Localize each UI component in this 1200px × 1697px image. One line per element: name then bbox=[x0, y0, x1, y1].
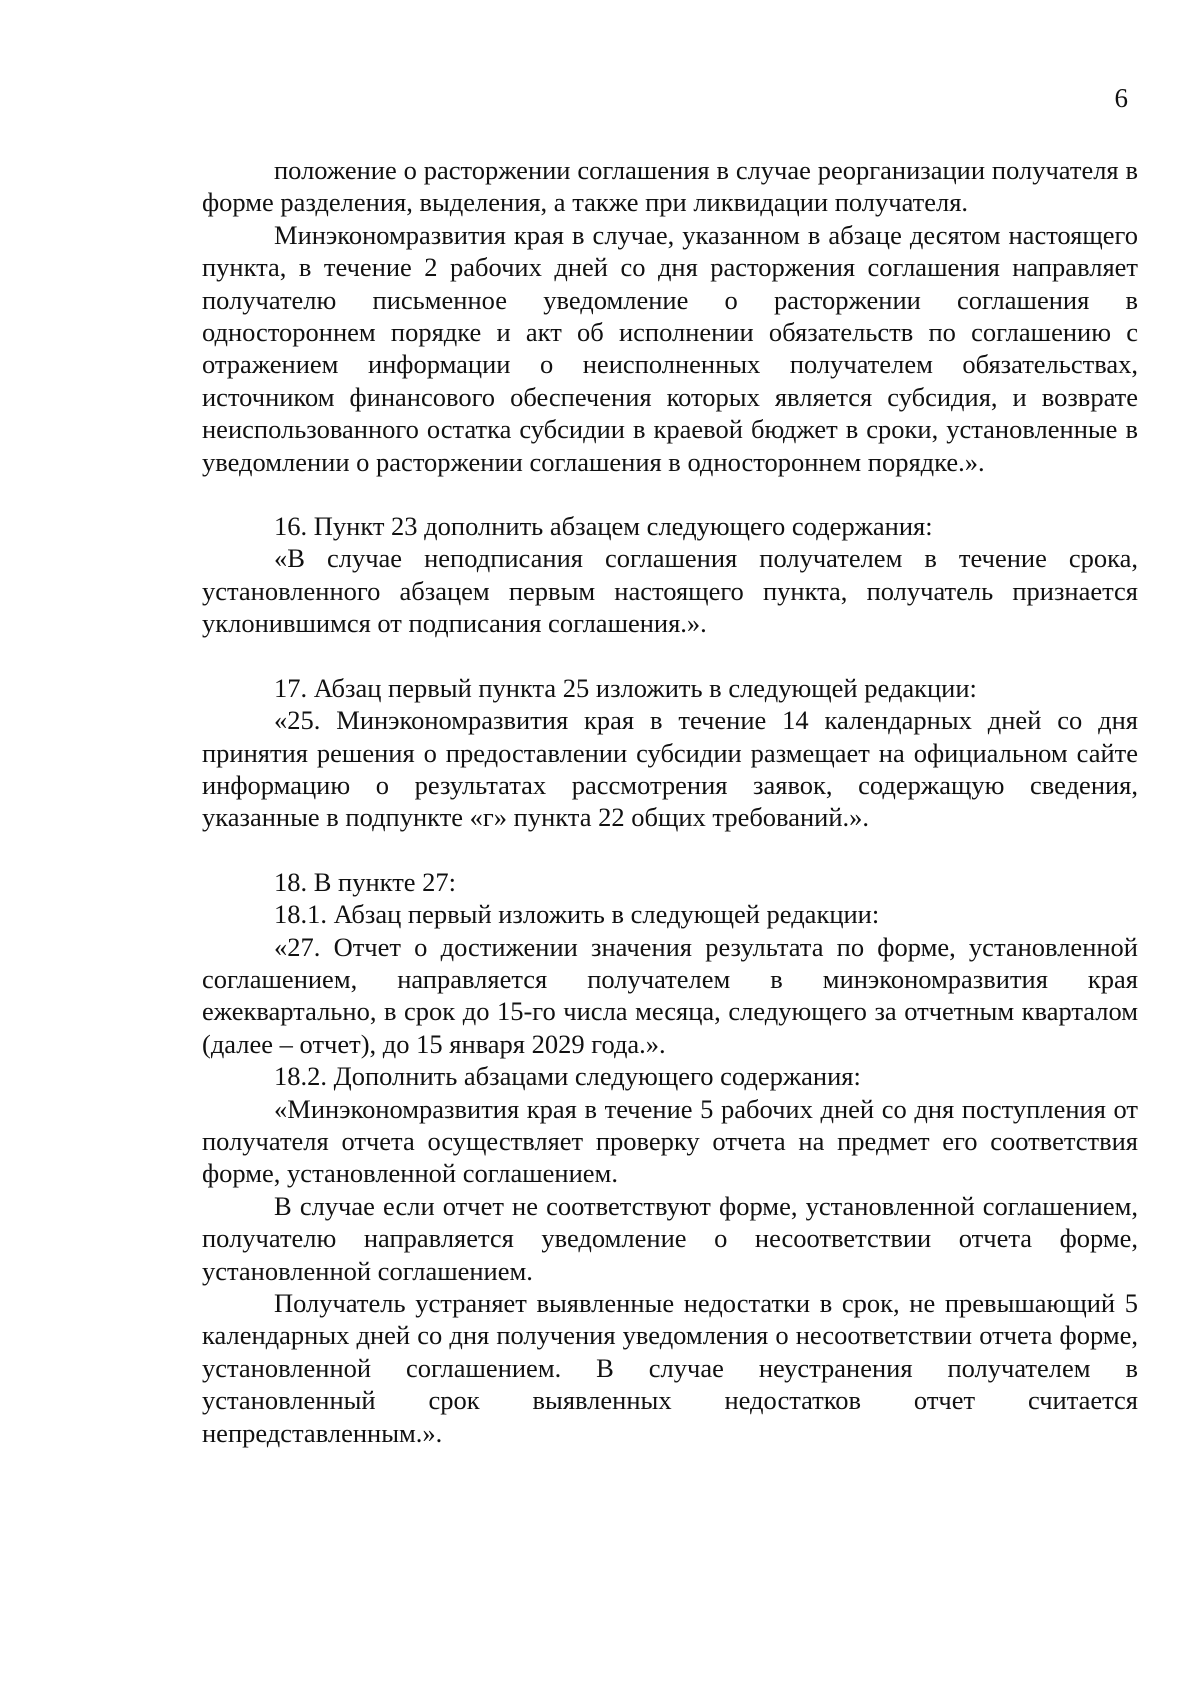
paragraph-item-18-heading: 18. В пункте 27: bbox=[274, 866, 457, 897]
paragraph-item-16-content: «В случае неподписания соглашения получателем в течение срока, установленного абзацем первым настоящего пункта, получатель признается уклонившимся от подписания соглашения.». bbox=[202, 543, 1138, 639]
paragraph-item-17-content: «25. Минэкономразвития края в течение 14 календарных дней со дня принятия решения о предоставлении субсидии размещает на официальном сайте информацию о результатах рассмотрения заявок, содержащую сведения, указанные в подпункте «г» пункта 22 общих требований.». bbox=[202, 705, 1138, 833]
document-body bbox=[202, 154, 1138, 1449]
paragraph-report-nonconformity: В случае если отчет не соответствуют форме, установленной соглашением, получателю направляется уведомление о несоответствии отчета форме, установленной соглашением. bbox=[202, 1190, 1138, 1286]
paragraph-gap bbox=[202, 478, 1138, 510]
paragraph-report-correction: Получатель устраняет выявленные недостатки в срок, не превышающий 5 календарных дней со дня получения уведомления о несоответствии отчета форме, установленной соглашением. В случае неустранения получателем в установленный срок выявленных недостатков отчет считается непредставленным.». bbox=[202, 1288, 1138, 1448]
paragraph-item-18-2-heading: 18.2. Дополнить абзацами следующего содержания: bbox=[274, 1061, 861, 1092]
page-number: 6 bbox=[1114, 83, 1128, 113]
paragraph-gap bbox=[202, 640, 1138, 672]
paragraph-item-17-heading: 17. Абзац первый пункта 25 изложить в следующей редакции: bbox=[274, 672, 977, 703]
paragraph-item-16-heading: 16. Пункт 23 дополнить абзацем следующего содержания: bbox=[274, 511, 933, 542]
paragraph-report-check: «Минэкономразвития края в течение 5 рабочих дней со дня поступления от получателя отчета осуществляет проверку отчета на предмет его соответствия форме, установленной соглашением. bbox=[202, 1093, 1138, 1189]
paragraph-gap bbox=[202, 834, 1138, 866]
paragraph-termination-clause: положение о расторжении соглашения в случае реорганизации получателя в форме разделения, выделения, а также при ликвидации получателя. bbox=[202, 155, 1138, 218]
paragraph-termination-notice: Минэкономразвития края в случае, указанном в абзаце десятом настоящего пункта, в течение 2 рабочих дней со дня расторжения соглашения направляет получателю письменное уведомление о расторжении соглашения в одностороннем порядке и акт об исполнении обязательств по соглашению с отражением информации о неисполненных получателем обязательствах, источником финансового обеспечения которых является субсидия, и возврате неиспользованного остатка субсидии в краевой бюджет в сроки, установленные в уведомлении о расторжении соглашения в одностороннем порядке.». bbox=[202, 219, 1138, 477]
paragraph-item-18-1-heading: 18.1. Абзац первый изложить в следующей редакции: bbox=[274, 899, 880, 930]
paragraph-item-18-1-content: «27. Отчет о достижении значения результата по форме, установленной соглашением, направляется получателем в минэкономразвития края ежеквартально, в срок до 15-го числа месяца, следующего за отчетным кварталом (далее – отчет), до 15 января 2029 года.». bbox=[202, 931, 1138, 1059]
